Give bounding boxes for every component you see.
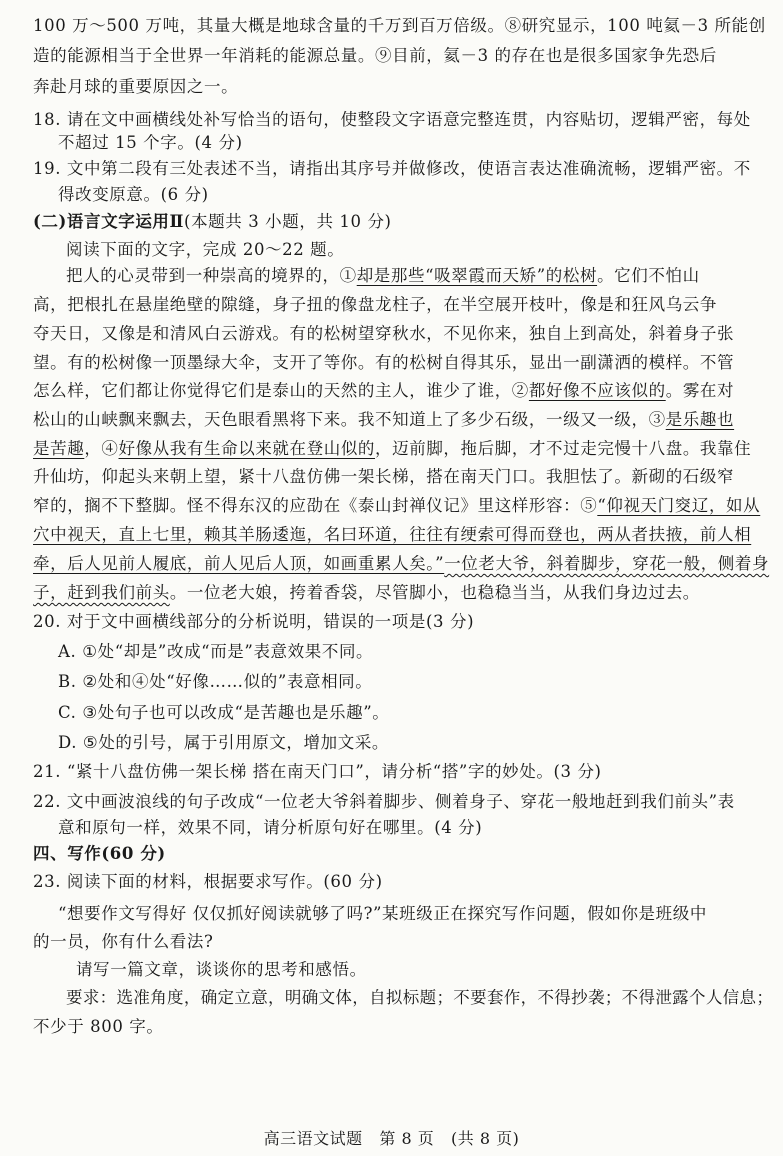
page-footer — [0, 1126, 783, 1149]
passage-text: ，迈前脚，拖后脚，才不过走完慢十八盘。我靠住 — [375, 439, 752, 458]
footer-subject: 高三语文试题 — [263, 1129, 363, 1148]
passage-text: 。一位老大娘，挎着香袋，尽管脚小，也稳稳当当，从我们身边过去。 — [169, 583, 700, 602]
passage-line-5 — [33, 381, 734, 401]
question-18-line-2: 不超过 15 个字。(4 分) — [58, 133, 243, 152]
passage-line-7 — [33, 439, 751, 459]
question-20-option-c: C. ③处句子也可以改成“是苦趣也是乐趣”。 — [58, 703, 390, 722]
underline-4: 好像从我有生命以来就在登山似的 — [118, 439, 376, 458]
underline-1: 却是那些“吸翠霞而天矫”的松树 — [356, 266, 598, 285]
passage-line-10 — [33, 525, 751, 545]
passage-line-8: 升仙坊，仰起头来朝上望，紧十八盘仿佛一架长梯，搭在南天门口。我胆怯了。新砌的石级窄 — [33, 467, 735, 486]
passage-text: 把人的心灵带到一种崇高的境界的，① — [66, 266, 357, 285]
passage-line-2: 高，把根扎在悬崖绝壁的隙缝，身子扭的像盘龙柱子，在半空展开枝叶，像是和狂风乌云争 — [33, 295, 717, 314]
question-20-option-d: D. ⑤处的引号，属于引用原文，增加文采。 — [58, 733, 390, 752]
passage-text: 怎么样，它们都让你觉得它们是泰山的天然的主人，谁少了谁，② — [33, 381, 529, 400]
passage-line-11 — [33, 554, 769, 574]
question-22-line-2: 意和原句一样，效果不同，请分析原句好在哪里。(4 分) — [58, 818, 483, 837]
passage-text: ，④ — [84, 439, 119, 458]
underline-5-end: 牵，后人见前人履底，前人见后人顶，如画重累人矣。” — [33, 554, 445, 573]
underline-5: “仰视天门窔辽，如从 — [597, 496, 761, 515]
passage-line-4: 望。有的松树像一顶墨绿大伞，支开了等你。有的松树自得其乐，显出一副潇洒的模样。不管 — [33, 353, 735, 372]
question-18-line-1: 18. 请在文中画横线处补写恰当的语句，使整段文字语意完整连贯，内容贴切，逻辑严密，每处 — [33, 110, 751, 129]
underline-2: 都好像不应该似的 — [528, 381, 666, 400]
question-23-prompt: 请写一篇文章，谈谈你的思考和感悟。 — [76, 960, 367, 979]
question-21-stem: 21. “紧十八盘仿佛一架长梯 搭在南天门口”，请分析“搭”字的妙处。(3 分) — [33, 762, 602, 781]
footer-page-number: 第 8 页 — [379, 1129, 435, 1148]
underline-5-cont: 穴中视天，直上七里，赖其羊肠逶迤，名曰环道，往往有绠索可得而登也，两从者扶掖，前人相 — [33, 525, 752, 544]
question-20-option-a: A. ①处“却是”改成“而是”表意效果不同。 — [58, 642, 374, 661]
question-20-option-b: B. ②处和④处“好像……似的”表意相同。 — [58, 672, 373, 691]
question-23-stem: 23. 阅读下面的材料，根据要求写作。(60 分) — [33, 872, 383, 891]
question-23-requirements-line-1: 要求：选准角度，确定立意，明确文体，自拟标题；不要套作，不得抄袭；不得泄露个人信息； — [66, 988, 774, 1007]
section-2-title: (二)语言文字运用Ⅱ — [33, 212, 185, 231]
question-22-line-1: 22. 文中画波浪线的句子改成“一位老大爷斜着脚步、侧着身子、穿花一般地赶到我们前头”表 — [33, 792, 735, 811]
question-19-line-1: 19. 文中第二段有三处表述不当，请指出其序号并做修改，使语言表达准确流畅，逻辑严密。不 — [33, 159, 751, 178]
passage-line-9 — [33, 496, 760, 516]
footer-total-pages: (共 8 页) — [451, 1129, 520, 1148]
passage-text: 。雾在对 — [665, 381, 735, 400]
passage-line-6 — [33, 410, 734, 430]
passage-text: 松山的山峡飘来飘去，天色眼看黑将下来。我不知道上了多少石级，一级又一级，③ — [33, 410, 666, 429]
passage-line-3: 夺天日，又像是和清风白云游戏。有的松树望穿秋水，不见你来，独自上到高处，斜着身子张 — [33, 324, 735, 343]
intro-line-3: 奔赴月球的重要原因之一。 — [33, 77, 239, 96]
section-2-note: (本题共 3 小题，共 10 分) — [184, 212, 392, 231]
intro-line-1: 100 万～500 万吨，其量大概是地球含量的千万到百万倍级。⑧研究显示，100 吨氦－3 所能创 — [33, 16, 766, 35]
question-20-stem: 20. 对于文中画横线部分的分析说明，错误的一项是(3 分) — [33, 612, 475, 631]
question-23-requirements-line-2: 不少于 800 字。 — [33, 1017, 164, 1036]
question-23-material-line-2: 的一员，你有什么看法? — [33, 932, 214, 951]
section-4-title: 四、写作(60 分) — [33, 844, 166, 863]
intro-line-2: 造的能源相当于全世界一年消耗的能源总量。⑨目前，氦－3 的存在也是很多国家争先恐后 — [33, 46, 717, 65]
passage-text: 。它们不怕山 — [597, 266, 700, 285]
passage-line-12 — [33, 583, 700, 603]
section-2-instruction: 阅读下面的文字，完成 20～22 题。 — [66, 240, 345, 259]
underline-3-cont: 是苦趣 — [33, 439, 85, 458]
underline-3: 是乐趣也 — [665, 410, 735, 429]
section-2-heading — [33, 212, 392, 232]
wavy-line: 穿花一般，侧着身 — [632, 554, 770, 573]
passage-line-1 — [66, 266, 700, 286]
question-23-material-line-1: “想要作文写得好 仅仅抓好阅读就够了吗?”某班级正在探究写作问题，假如你是班级中 — [58, 904, 707, 923]
wavy-line-end: 子，赶到我们前头 — [33, 583, 170, 602]
passage-text: 窄的，搁不下整脚。怪不得东汉的应劭在《泰山封禅仪记》里这样形容：⑤ — [33, 496, 598, 515]
question-19-line-2: 得改变原意。(6 分) — [58, 185, 209, 204]
wavy-line: 一位老大爷，斜着脚步， — [444, 554, 633, 573]
